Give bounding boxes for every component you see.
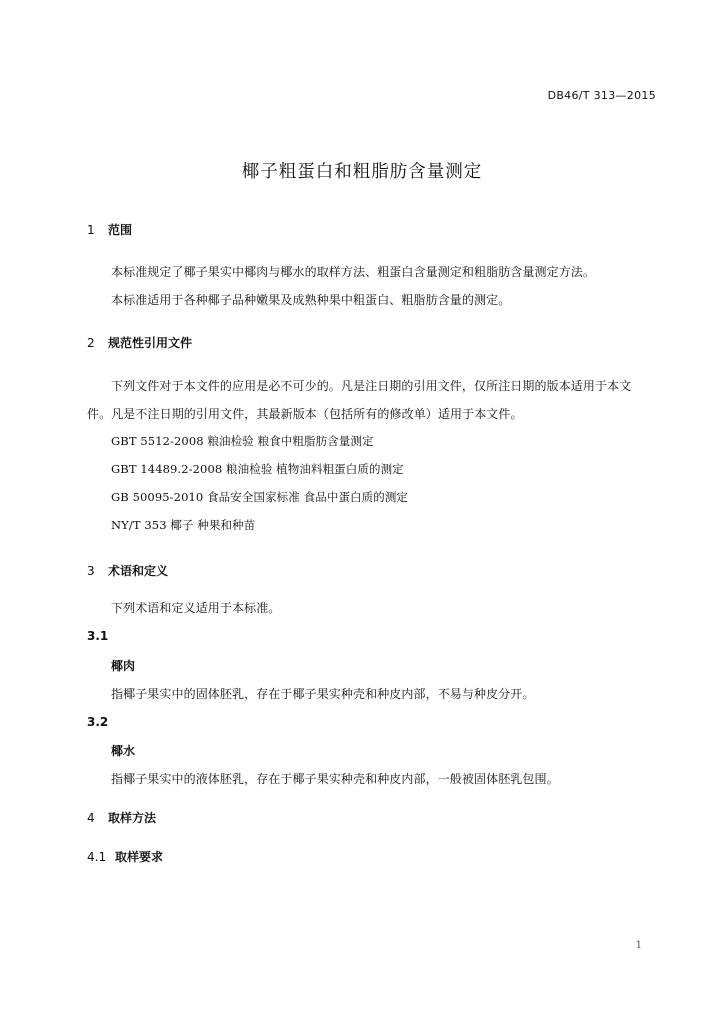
standard-code: DB46/T 313—2015 — [547, 89, 656, 102]
section-2-intro-line-2: 件。凡是不注日期的引用文件，其最新版本（包括所有的修改单）适用于本文件。 — [87, 407, 523, 421]
section-3-intro: 下列术语和定义适用于本标准。 — [111, 601, 281, 615]
reference-item: GB 50095-2010 食品安全国家标准 食品中蛋白质的测定 — [111, 490, 409, 504]
subsection-4-1-number: 4.1 — [87, 850, 107, 864]
section-3-number: 3 — [87, 564, 95, 578]
section-3-title: 术语和定义 — [108, 564, 169, 578]
section-2-number: 2 — [87, 336, 95, 350]
term-3-2-number: 3.2 — [87, 715, 109, 729]
subsection-4-1-heading — [87, 848, 163, 865]
term-3-1-definition: 指椰子果实中的固体胚乳，存在于椰子果实种壳和种皮内部，不易与种皮分开。 — [111, 687, 535, 701]
section-4-heading — [87, 809, 156, 826]
term-3-1-name: 椰肉 — [111, 659, 136, 673]
section-2-intro-line-1: 下列文件对于本文件的应用是必不可少的。凡是注日期的引用文件，仅所注日期的版本适用于本文 — [111, 379, 632, 393]
subsection-4-1-title: 取样要求 — [115, 850, 164, 864]
term-3-1-number: 3.1 — [87, 629, 109, 643]
section-1-title: 范围 — [108, 223, 133, 237]
document-title: 椰子粗蛋白和粗脂肪含量测定 — [241, 162, 483, 182]
section-4-number: 4 — [87, 811, 95, 825]
reference-item: NY/T 353 椰子 种果和种苗 — [111, 518, 256, 532]
section-1-paragraph-1: 本标准规定了椰子果实中椰肉与椰水的取样方法、粗蛋白含量测定和粗脂肪含量测定方法。 — [111, 265, 596, 279]
section-1-number: 1 — [87, 223, 95, 237]
page-number: 1 — [635, 940, 642, 951]
section-1-heading — [87, 221, 132, 238]
reference-item: GBT 5512-2008 粮油检验 粮食中粗脂肪含量测定 — [111, 434, 374, 448]
term-3-2-definition: 指椰子果实中的液体胚乳，存在于椰子果实种壳和种皮内部，一般被固体胚乳包围。 — [111, 772, 559, 786]
section-2-heading — [87, 334, 192, 351]
term-3-2-name: 椰水 — [111, 744, 136, 758]
section-2-title: 规范性引用文件 — [108, 336, 193, 350]
section-1-paragraph-2: 本标准适用于各种椰子品种嫩果及成熟种果中粗蛋白、粗脂肪含量的测定。 — [111, 293, 511, 307]
section-4-title: 取样方法 — [108, 811, 157, 825]
reference-item: GBT 14489.2-2008 粮油检验 植物油料粗蛋白质的测定 — [111, 462, 404, 476]
section-3-heading — [87, 562, 168, 579]
